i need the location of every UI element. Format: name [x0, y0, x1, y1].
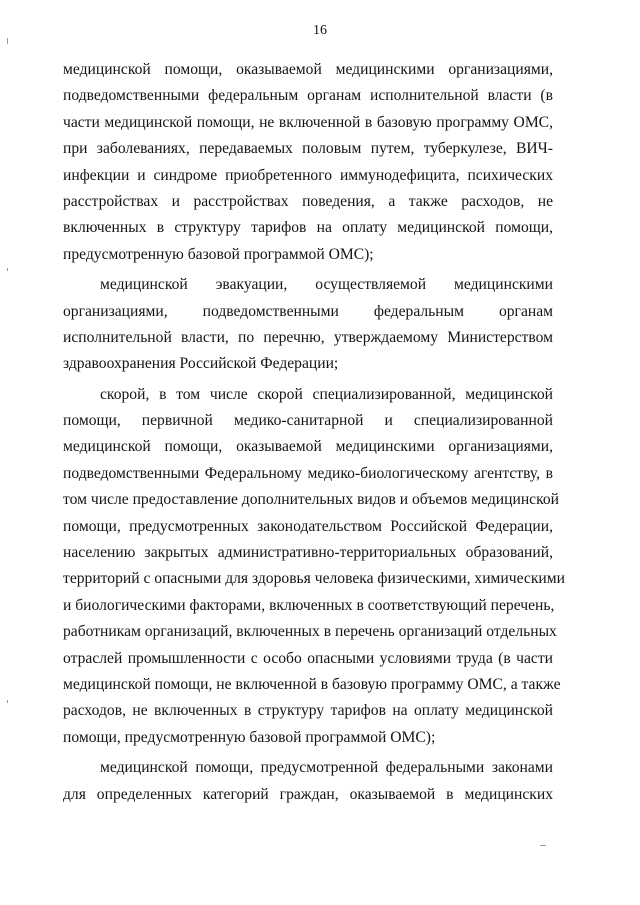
- text-line: отраслей промышленности с особо опасными условиями труда (в части: [63, 649, 553, 667]
- text-line: инфекции и синдроме приобретенного иммунодефицита, психических: [63, 166, 553, 184]
- text-line: организациями, подведомственными федеральным органам: [63, 302, 553, 320]
- text-line: скорой, в том числе скорой специализированной, медицинской: [100, 385, 553, 403]
- text-line: расходов, не включенных в структуру тарифов на оплату медицинской: [63, 702, 553, 720]
- text-line: помощи, первичной медико-санитарной и специализированной: [63, 412, 553, 430]
- text-line: предусмотренную базовой программой ОМС);: [63, 245, 374, 263]
- text-line: расстройствах и расстройствах поведения, а также расходов, не: [63, 192, 553, 210]
- text-line: включенных в структуру тарифов на оплату медицинской помощи,: [63, 219, 553, 237]
- text-line: подведомственными Федеральному медико-биологическому агентству, в: [63, 464, 553, 482]
- text-line: и биологическими факторами, включенных в соответствующий перечень,: [63, 596, 555, 614]
- text-line: помощи, предусмотренных законодательством Российской Федерации,: [63, 517, 553, 535]
- text-line: том числе предоставление дополнительных видов и объемов медицинской: [63, 491, 560, 509]
- document-body: [63, 57, 565, 808]
- text-line: медицинской помощи, не включенной в базовую программу ОМС, а также: [63, 675, 561, 693]
- page-number: 16: [313, 23, 327, 38]
- text-line: работникам организаций, включенных в перечень организаций отдельных: [63, 623, 557, 641]
- text-line: медицинской помощи, предусмотренной федеральными законами: [100, 759, 553, 777]
- text-line: при заболеваниях, передаваемых половым путем, туберкулезе, ВИЧ-: [63, 140, 553, 158]
- text-line: медицинской помощи, оказываемой медицинскими организациями,: [63, 438, 553, 456]
- text-line: исполнительной власти, по перечню, утверждаемому Министерством: [63, 328, 553, 346]
- text-line: помощи, предусмотренную базовой программой ОМС);: [63, 728, 436, 746]
- text-line: населению закрытых административно-территориальных образований,: [63, 544, 553, 562]
- text-line: части медицинской помощи, не включенной в базовую программу ОМС,: [63, 113, 553, 131]
- text-line: здравоохранения Российской Федерации;: [63, 355, 339, 373]
- scan-margin-mark: [540, 845, 546, 846]
- scan-margin-mark: [7, 700, 8, 703]
- text-line: подведомственными федеральным органам исполнительной власти (в: [63, 87, 553, 105]
- scan-margin-mark: [7, 268, 8, 271]
- text-line: медицинской эвакуации, осуществляемой медицинскими: [100, 276, 553, 294]
- text-line: для определенных категорий граждан, оказываемой в медицинских: [63, 785, 553, 803]
- text-line: территорий с опасными для здоровья человека физическими, химическими: [63, 570, 565, 588]
- text-line: медицинской помощи, оказываемой медицинскими организациями,: [63, 61, 553, 78]
